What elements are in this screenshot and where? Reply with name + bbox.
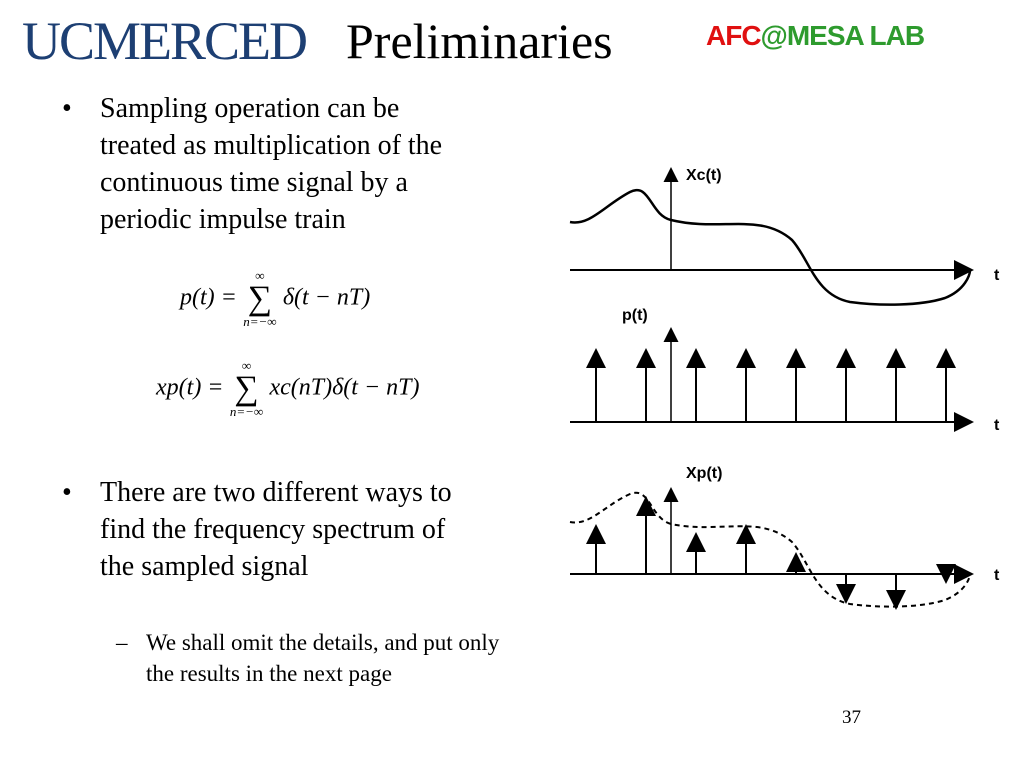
xc-label: Xc(t) <box>686 167 722 184</box>
xp-envelope-curve <box>570 493 970 607</box>
formula-2-rhs: xc(nT)δ(t − nT) <box>269 374 420 401</box>
sample-group <box>596 500 946 606</box>
sampling-diagram <box>560 160 1010 620</box>
badge-mesa-lab: MESA LAB <box>786 20 925 51</box>
bullet-2 <box>62 474 482 585</box>
p-t-label: t <box>994 417 1000 434</box>
bullet-1-text: Sampling operation can be treated as multiplication of the continuous time signal by a periodic impulse train <box>100 93 443 235</box>
summation-symbol: ∞ ∑ n=−∞ <box>230 372 264 406</box>
bullet-dot: • <box>62 93 72 124</box>
bullet-1 <box>62 90 482 238</box>
formula-2-lhs: xp(t) = <box>156 374 224 401</box>
summation-symbol: ∞ ∑ n=−∞ <box>243 282 277 316</box>
sum-lower-limit: n=−∞ <box>243 314 277 329</box>
xc-signal-curve <box>570 190 970 305</box>
formula-impulse-train <box>180 268 371 329</box>
sum-upper-limit: ∞ <box>255 268 265 283</box>
ucmerced-logo: UCMERCED <box>22 11 307 71</box>
impulse-train-plot <box>570 307 1000 434</box>
xp-t-label: t <box>994 567 1000 584</box>
p-label: p(t) <box>622 307 648 324</box>
impulse-group <box>596 352 946 422</box>
xp-label: Xp(t) <box>686 465 723 482</box>
badge-at: @ <box>760 20 787 51</box>
sub-bullet-text: We shall omit the details, and put only the results in the next page <box>146 630 500 686</box>
sub-bullet-dash: – <box>116 630 128 655</box>
sampled-signal-plot <box>570 465 1000 607</box>
slide-title: Preliminaries <box>346 13 613 69</box>
sum-upper-limit: ∞ <box>241 358 252 373</box>
page-number: 37 <box>842 707 861 728</box>
formula-1-lhs: p(t) = <box>180 284 237 311</box>
sum-lower-limit: n=−∞ <box>229 404 264 419</box>
formula-sampled-signal <box>156 358 420 419</box>
afc-mesa-lab-badge <box>706 20 924 52</box>
badge-afc: AFC <box>706 20 761 51</box>
continuous-signal-plot <box>570 167 1000 305</box>
xc-t-label: t <box>994 267 1000 284</box>
formula-1-rhs: δ(t − nT) <box>282 284 371 311</box>
bullet-2-text: There are two different ways to find the frequency spectrum of the sampled signal <box>100 477 452 582</box>
sub-bullet <box>116 627 506 689</box>
bullet-dot: • <box>62 477 72 508</box>
